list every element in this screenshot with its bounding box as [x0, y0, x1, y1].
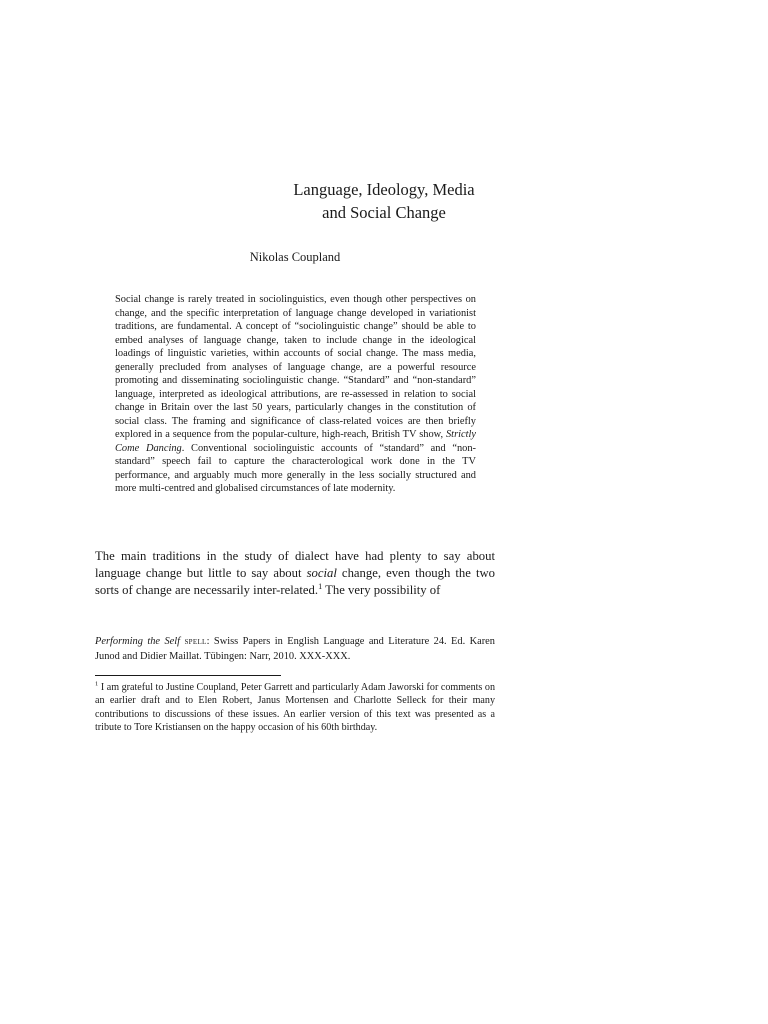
body-text-part-2: change, even though the two sorts of change are necessarily inter-related.: [95, 566, 495, 597]
citation-text: : Swiss Papers in English Language and Literature 24. Ed. Karen Junod and Didier Maillat. Tübingen: Narr, 2010. XXX-XXX.: [95, 636, 495, 662]
body-emphasis: social: [306, 566, 337, 580]
abstract-text-part-2: . Conventional sociolinguistic accounts of “standard” and “non-standard” speech fail to capture the characterological work done in the TV performance, and arguably much more generally in the less socially structured and more multi-centred and globalised circumstances of late modernity.: [115, 442, 477, 494]
footnote: [95, 681, 495, 734]
citation-journal-abbrev: spell: [184, 636, 207, 647]
citation-series-title: Performing the Self: [95, 636, 181, 647]
abstract: [115, 293, 476, 496]
title-line-2: and Social Change: [322, 203, 446, 222]
footnote-divider: [95, 675, 281, 676]
abstract-text-part-1: Social change is rarely treated in sociolinguistics, even though other perspectives on change, and the specific interpretation of language change developed in variationist traditions, are fundamental. A concept of “sociolinguistic change” should be able to embed analyses of language change, taken to include change in the ideological loadings of linguistic varieties, within accounts of social change. The mass media, generally precluded from analyses of language change, are a powerful resource promoting and disseminating sociolinguistic change. “Standard” and “non-standard” language, interpreted as ideological attributions, are re-assessed in relation to social change in Britain over the last 50 years, particularly changes in the constitution of social class. The framing and significance of class-related voices are then briefly explored in a sequence from the popular-culture, high-reach, British TV show,: [115, 294, 476, 440]
footnote-reference[interactable]: 1: [318, 581, 323, 591]
title-line-1: Language, Ideology, Media: [293, 180, 475, 199]
body-text-part-1: The main traditions in the study of dialect have had plenty to say about language change but little to say about: [95, 549, 495, 580]
article-title: [0, 178, 768, 224]
footnote-text: I am grateful to Justine Coupland, Peter Garrett and particularly Adam Jaworski for comments on an earlier draft and to Elen Robert, Janus Mortensen and Charlotte Selleck for their many contributions to discussions of these issues. An earlier version of this text was presented as a tribute to Tore Kristiansen on the happy occasion of his 60th birthday.: [95, 682, 495, 733]
body-text-part-3: The very possibility of: [322, 583, 441, 597]
footnote-number: 1: [95, 680, 99, 688]
abstract-show-title: Strictly Come Dancing: [115, 429, 476, 454]
publication-citation: [95, 634, 495, 664]
author-name: Nikolas Coupland: [249, 250, 341, 264]
body-paragraph: [95, 548, 495, 599]
